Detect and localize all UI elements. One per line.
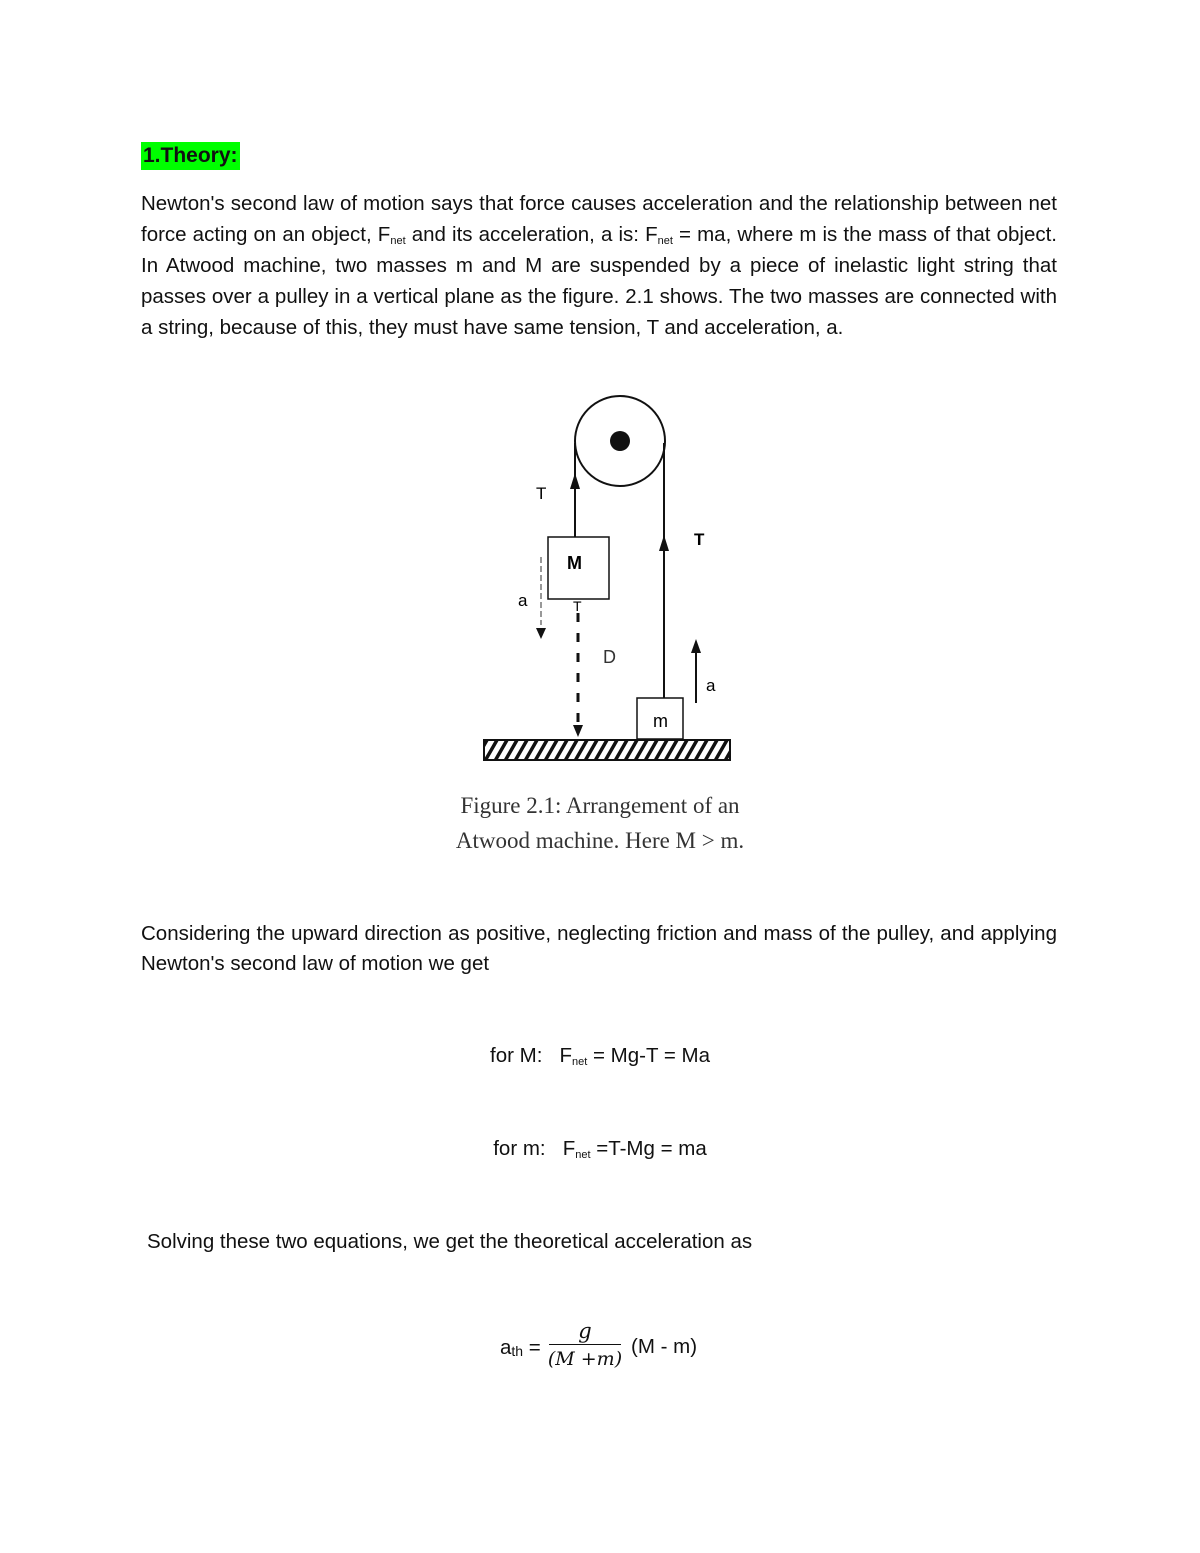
tension-label-left: T	[536, 484, 547, 503]
small-t-label: T	[573, 598, 582, 614]
formula-equals: =	[523, 1336, 541, 1359]
ground-hatch	[484, 740, 730, 760]
equation-text: for m: F	[493, 1137, 576, 1160]
formula-symbol: a	[500, 1336, 512, 1359]
text-run: and its acceleration, a is: F	[405, 223, 658, 246]
fraction-numerator: g	[578, 1319, 592, 1343]
distance-label: D	[603, 647, 616, 667]
figure-caption-line1: Figure 2.1: Arrangement of an	[460, 793, 740, 818]
mass-M-label: M	[567, 553, 582, 573]
pulley-axle	[610, 431, 630, 451]
subscript: net	[572, 1056, 588, 1068]
subscript: net	[575, 1149, 591, 1161]
equation-text: for M: F	[490, 1044, 573, 1067]
solving-sentence: Solving these two equations, we get the theoretical acceleration as	[147, 1230, 753, 1253]
accel-arrow-left-head	[536, 628, 546, 639]
subscript: net	[390, 235, 406, 247]
tension-arrow-left	[570, 473, 580, 489]
formula-lhs	[500, 1336, 541, 1360]
accel-label-left: a	[518, 591, 528, 610]
equation-for-M	[0, 1041, 1200, 1071]
drop-arrow-head	[573, 725, 583, 737]
text-run: Newton's second law of motion says that force causes acceleration and the relationship between net force acting on an object, F	[141, 192, 1057, 246]
tension-arrow-right	[659, 535, 669, 551]
text-run: = ma, where m is the mass of that object. In Atwood machine, two masses m and M are suspended by a piece of inelastic light string that passes over a pulley in a vertical plane as the figure. 2.1 shows. The two masses are connected with a string, because of this, they must have same tension, T and acceleration, a.	[141, 223, 1057, 339]
equation-text: = Mg-T = Ma	[587, 1044, 710, 1067]
accel-label-right: a	[706, 676, 716, 695]
theory-paragraph	[141, 188, 1057, 343]
atwood-machine-figure	[470, 385, 740, 765]
equation-text: =T-Mg = ma	[590, 1137, 707, 1160]
section-heading: 1.Theory:	[141, 142, 240, 170]
fraction	[546, 1318, 624, 1373]
equation-for-m	[0, 1134, 1200, 1164]
mass-m-label: m	[653, 711, 668, 731]
formula-rhs: (M - m)	[631, 1335, 698, 1358]
accel-arrow-right-head	[691, 639, 701, 653]
derivation-paragraph: Considering the upward direction as positive, neglecting friction and mass of the pulley, and applying Newton's second law of motion we get	[141, 922, 1057, 975]
subscript: net	[657, 235, 673, 247]
tension-label-right: T	[694, 530, 705, 549]
figure-caption-line2: Atwood machine. Here M > m.	[455, 828, 745, 853]
fraction-denominator: (M +m)	[547, 1348, 623, 1370]
formula-subscript: th	[511, 1343, 524, 1359]
